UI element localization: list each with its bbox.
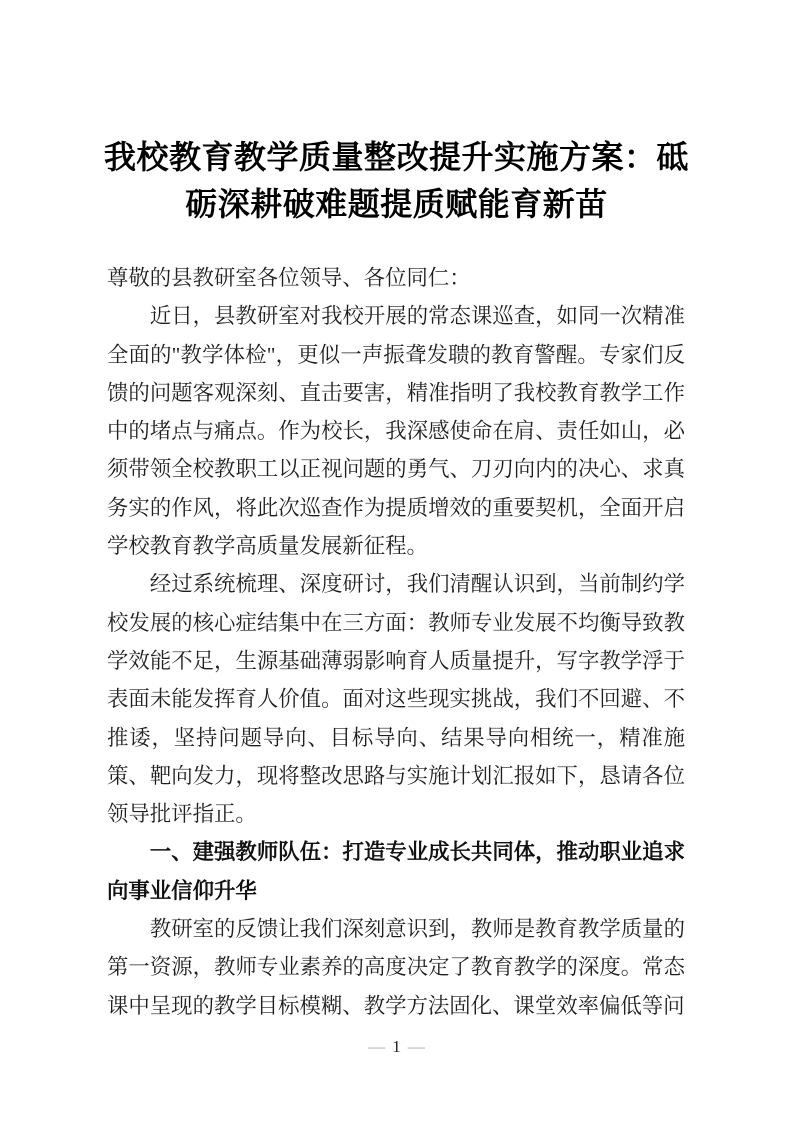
paragraph-analysis: 经过系统梳理、深度研讨，我们清醒认识到，当前制约学校发展的核心症结集中在三方面：教师专业发展不均衡导致教学效能不足，生源基础薄弱影响育人质量提升，写字教学浮于表面未能发挥育人价值。面对这些现实挑战，我们不回避、不推诿，坚持问题导向、目标导向、结果导向相统一，精准施策、靶向发力，现将整改思路与实施计划汇报如下，恳请各位领导批评指正。 bbox=[107, 572, 685, 827]
salutation-line: 尊敬的县教研室各位领导、各位同仁： bbox=[107, 266, 471, 290]
section-heading-1: 一、建强教师队伍：打造专业成长共同体，推动职业追求向事业信仰升华 bbox=[107, 840, 685, 903]
title-line-2: 砺深耕破难题提质赋能育新苗 bbox=[185, 186, 608, 222]
paragraph-intro: 近日，县教研室对我校开展的常态课巡查，如同一次精准全面的"教学体检"，更似一声振聋发聩的教育警醒。专家们反馈的问题客观深刻、直击要害，精准指明了我校教育教学工作中的堵点与痛点。作为校长，我深感使命在肩、责任如山，必须带领全校教职工以正视问题的勇气、刀刃向内的决心、求真务实的作风，将此次巡查作为提质增效的重要契机，全面开启学校教育教学高质量发展新征程。 bbox=[107, 304, 685, 559]
page-number: 1 bbox=[392, 1037, 401, 1056]
footer-dash-right: — bbox=[407, 1037, 425, 1056]
page-footer bbox=[0, 1036, 793, 1058]
paragraph-teachers: 教研室的反馈让我们深刻意识到，教师是教育教学质量的第一资源，教师专业素养的高度决定了教育教学的深度。常态课中呈现的教学目标模糊、教学方法固化、课堂效率偏低等问 bbox=[107, 917, 685, 1018]
title-line-1: 我校教育教学质量整改提升实施方案：砥 bbox=[103, 139, 689, 175]
document-title bbox=[66, 134, 727, 228]
footer-dash-left: — bbox=[368, 1037, 386, 1056]
document-body bbox=[107, 259, 685, 1025]
